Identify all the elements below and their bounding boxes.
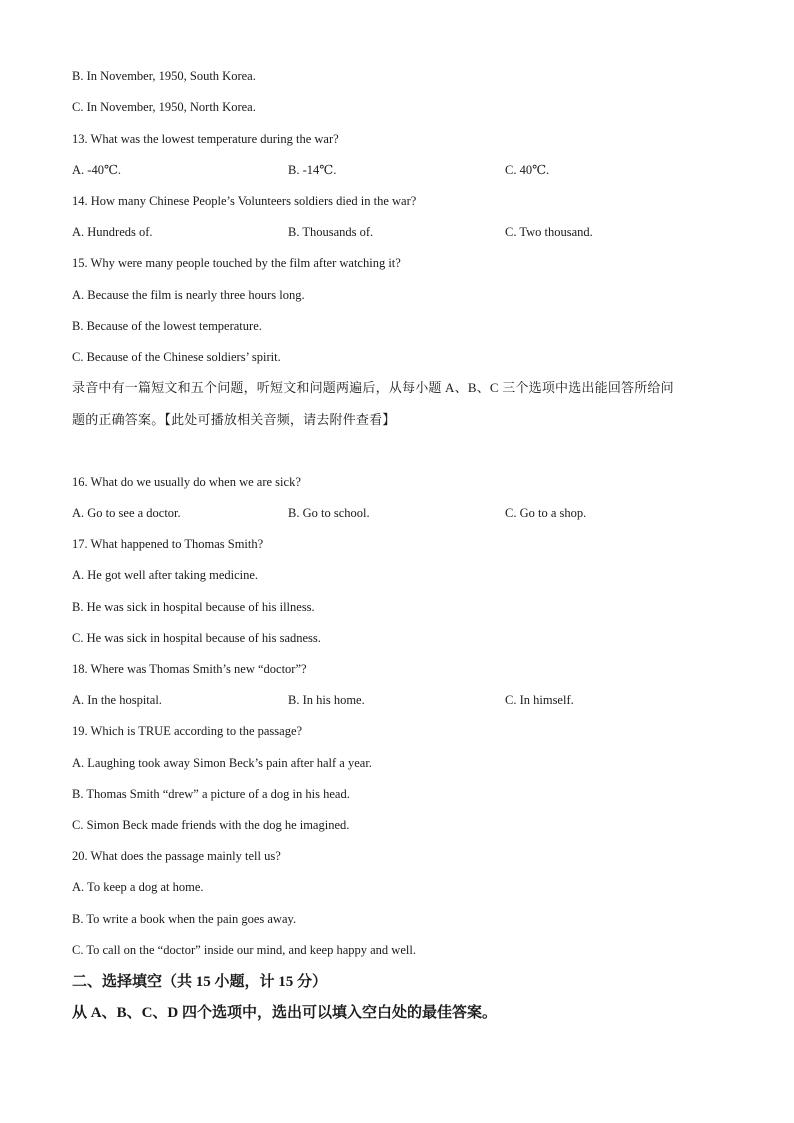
question-20: 20. What does the passage mainly tell us?	[72, 849, 281, 863]
question-13: 13. What was the lowest temperature during the war?	[72, 132, 339, 146]
question-19: 19. Which is TRUE according to the passage?	[72, 724, 303, 738]
q14-option-c: C. Two thousand.	[505, 225, 593, 239]
q12-option-c: C. In November, 1950, North Korea.	[72, 100, 256, 114]
section-2-subtitle: 从 A、B、C、D 四个选项中，选出可以填入空白处的最佳答案。	[72, 1005, 498, 1021]
q17-option-b: B. He was sick in hospital because of his illness.	[72, 600, 315, 614]
listening-instruction-line1: 录音中有一篇短文和五个问题，听短文和问题两遍后，从每小题 A、B、C 三个选项中选出能回答所给问	[72, 380, 674, 395]
question-16: 16. What do we usually do when we are sick?	[72, 475, 301, 489]
q13-option-c: C. 40℃.	[505, 163, 550, 177]
section-2-title: 二、选择填空（共 15 小题，计 15 分）	[72, 974, 328, 990]
question-15: 15. Why were many people touched by the film after watching it?	[72, 256, 401, 270]
question-18: 18. Where was Thomas Smith’s new “doctor”?	[72, 662, 307, 676]
q17-option-c: C. He was sick in hospital because of his sadness.	[72, 631, 321, 645]
q13-options	[72, 162, 722, 178]
q18-option-a: A. In the hospital.	[72, 693, 162, 707]
q15-option-c: C. Because of the Chinese soldiers’ spirit.	[72, 350, 281, 364]
q16-option-c: C. Go to a shop.	[505, 506, 587, 520]
q20-option-b: B. To write a book when the pain goes away.	[72, 912, 297, 926]
q19-option-c: C. Simon Beck made friends with the dog he imagined.	[72, 818, 350, 832]
listening-instruction-line2: 题的正确答案。【此处可播放相关音频，请去附件查看】	[72, 412, 396, 427]
question-17: 17. What happened to Thomas Smith?	[72, 537, 264, 551]
q13-option-b: B. -14℃.	[288, 163, 337, 177]
q14-options	[72, 224, 722, 240]
q16-option-b: B. Go to school.	[288, 506, 370, 520]
q14-option-b: B. Thousands of.	[288, 225, 374, 239]
q18-options	[72, 692, 722, 708]
q16-options	[72, 505, 722, 521]
q19-option-a: A. Laughing took away Simon Beck’s pain after half a year.	[72, 756, 372, 770]
q12-option-b: B. In November, 1950, South Korea.	[72, 69, 256, 83]
question-14: 14. How many Chinese People’s Volunteers soldiers died in the war?	[72, 194, 417, 208]
q18-option-b: B. In his home.	[288, 693, 365, 707]
q18-option-c: C. In himself.	[505, 693, 574, 707]
q14-option-a: A. Hundreds of.	[72, 225, 153, 239]
q19-option-b: B. Thomas Smith “drew” a picture of a dog in his head.	[72, 787, 350, 801]
q17-option-a: A. He got well after taking medicine.	[72, 568, 259, 582]
q15-option-b: B. Because of the lowest temperature.	[72, 319, 262, 333]
q16-option-a: A. Go to see a doctor.	[72, 506, 181, 520]
q20-option-a: A. To keep a dog at home.	[72, 880, 204, 894]
q15-option-a: A. Because the film is nearly three hours long.	[72, 288, 305, 302]
q20-option-c: C. To call on the “doctor” inside our mind, and keep happy and well.	[72, 943, 416, 957]
q13-option-a: A. -40℃.	[72, 163, 122, 177]
